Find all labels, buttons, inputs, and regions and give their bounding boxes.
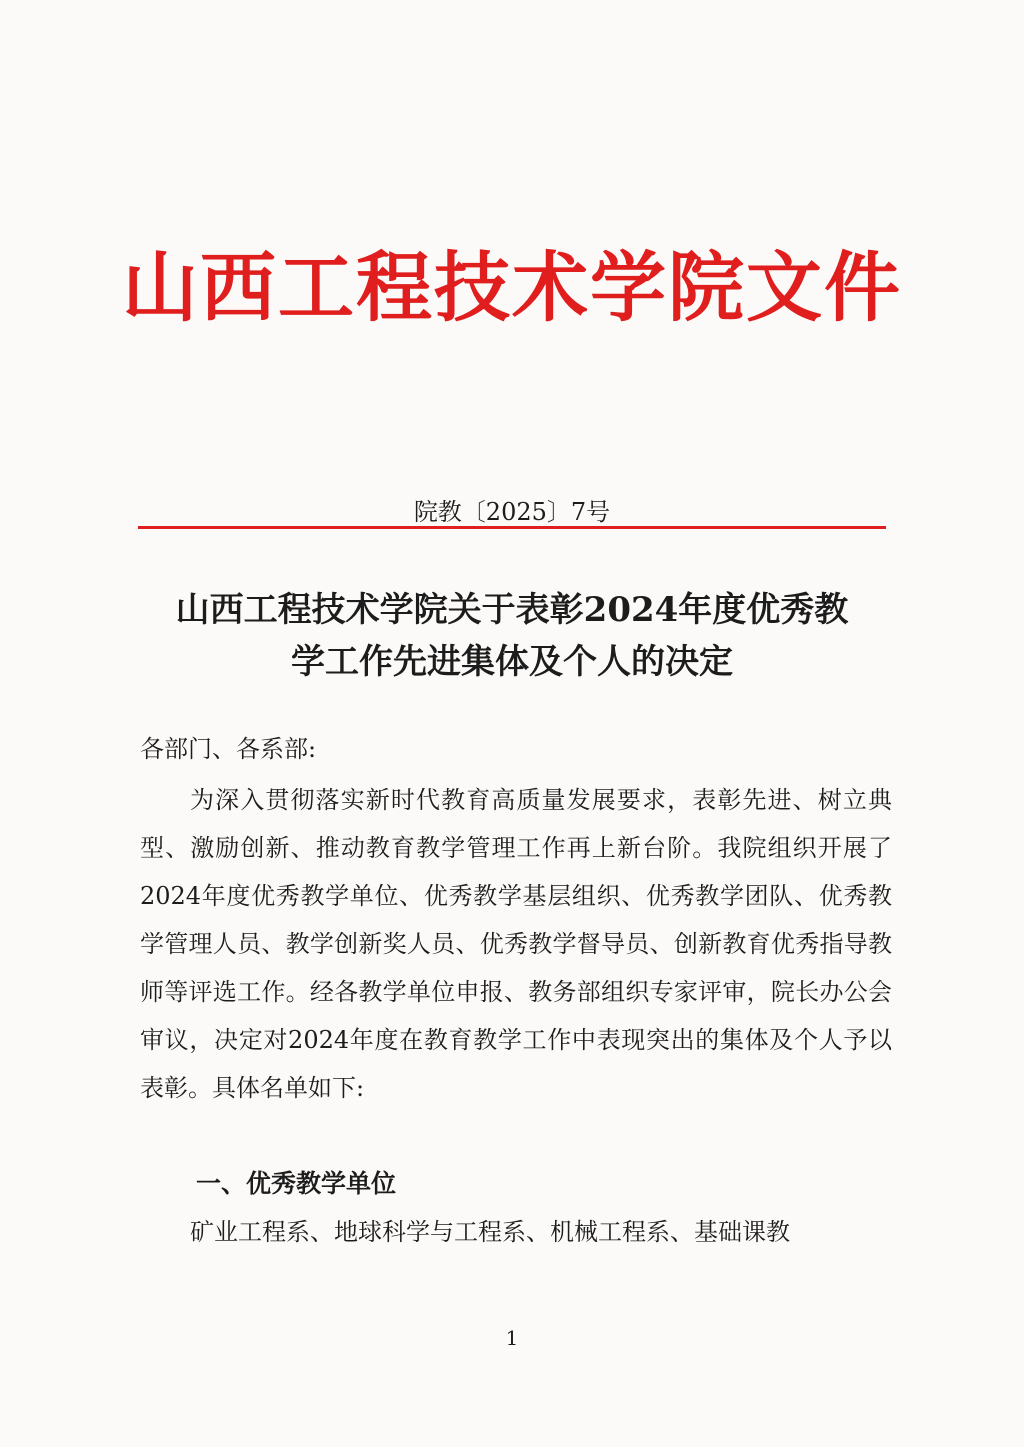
section-1-text: 矿业工程系、地球科学与工程系、机械工程系、基础课教 (190, 1218, 790, 1246)
document-title-line-1: 山西工程技术学院关于表彰2024年度优秀教 (175, 590, 849, 630)
document-title (130, 584, 894, 688)
document-title-line-2: 学工作先进集体及个人的决定 (291, 642, 733, 682)
red-divider-line (138, 526, 886, 529)
document-number: 院教〔2025〕7号 (413, 498, 611, 526)
body-paragraph-1: 为深入贯彻落实新时代教育高质量发展要求，表彰先进、树立典型、激励创新、推动教育教学管理工作再上新台阶。我院组织开展了2024年度优秀教学单位、优秀教学基层组织、优秀教学团队、优秀教学管理人员、教学创新奖人员、优秀教学督导员、创新教育优秀指导教师等评选工作。经各教学单位申报、教务部组织专家评审，院长办公会审议，决定对2024年度在教育教学工作中表现突出的集体及个人予以表彰。具体名单如下: (140, 786, 892, 1102)
page-number: 1 (505, 1326, 519, 1350)
issuer-header-title: 山西工程技术学院文件 (122, 243, 902, 332)
salutation: 各部门、各系部: (140, 735, 317, 763)
section-heading-1: 一、优秀教学单位 (196, 1169, 397, 1198)
